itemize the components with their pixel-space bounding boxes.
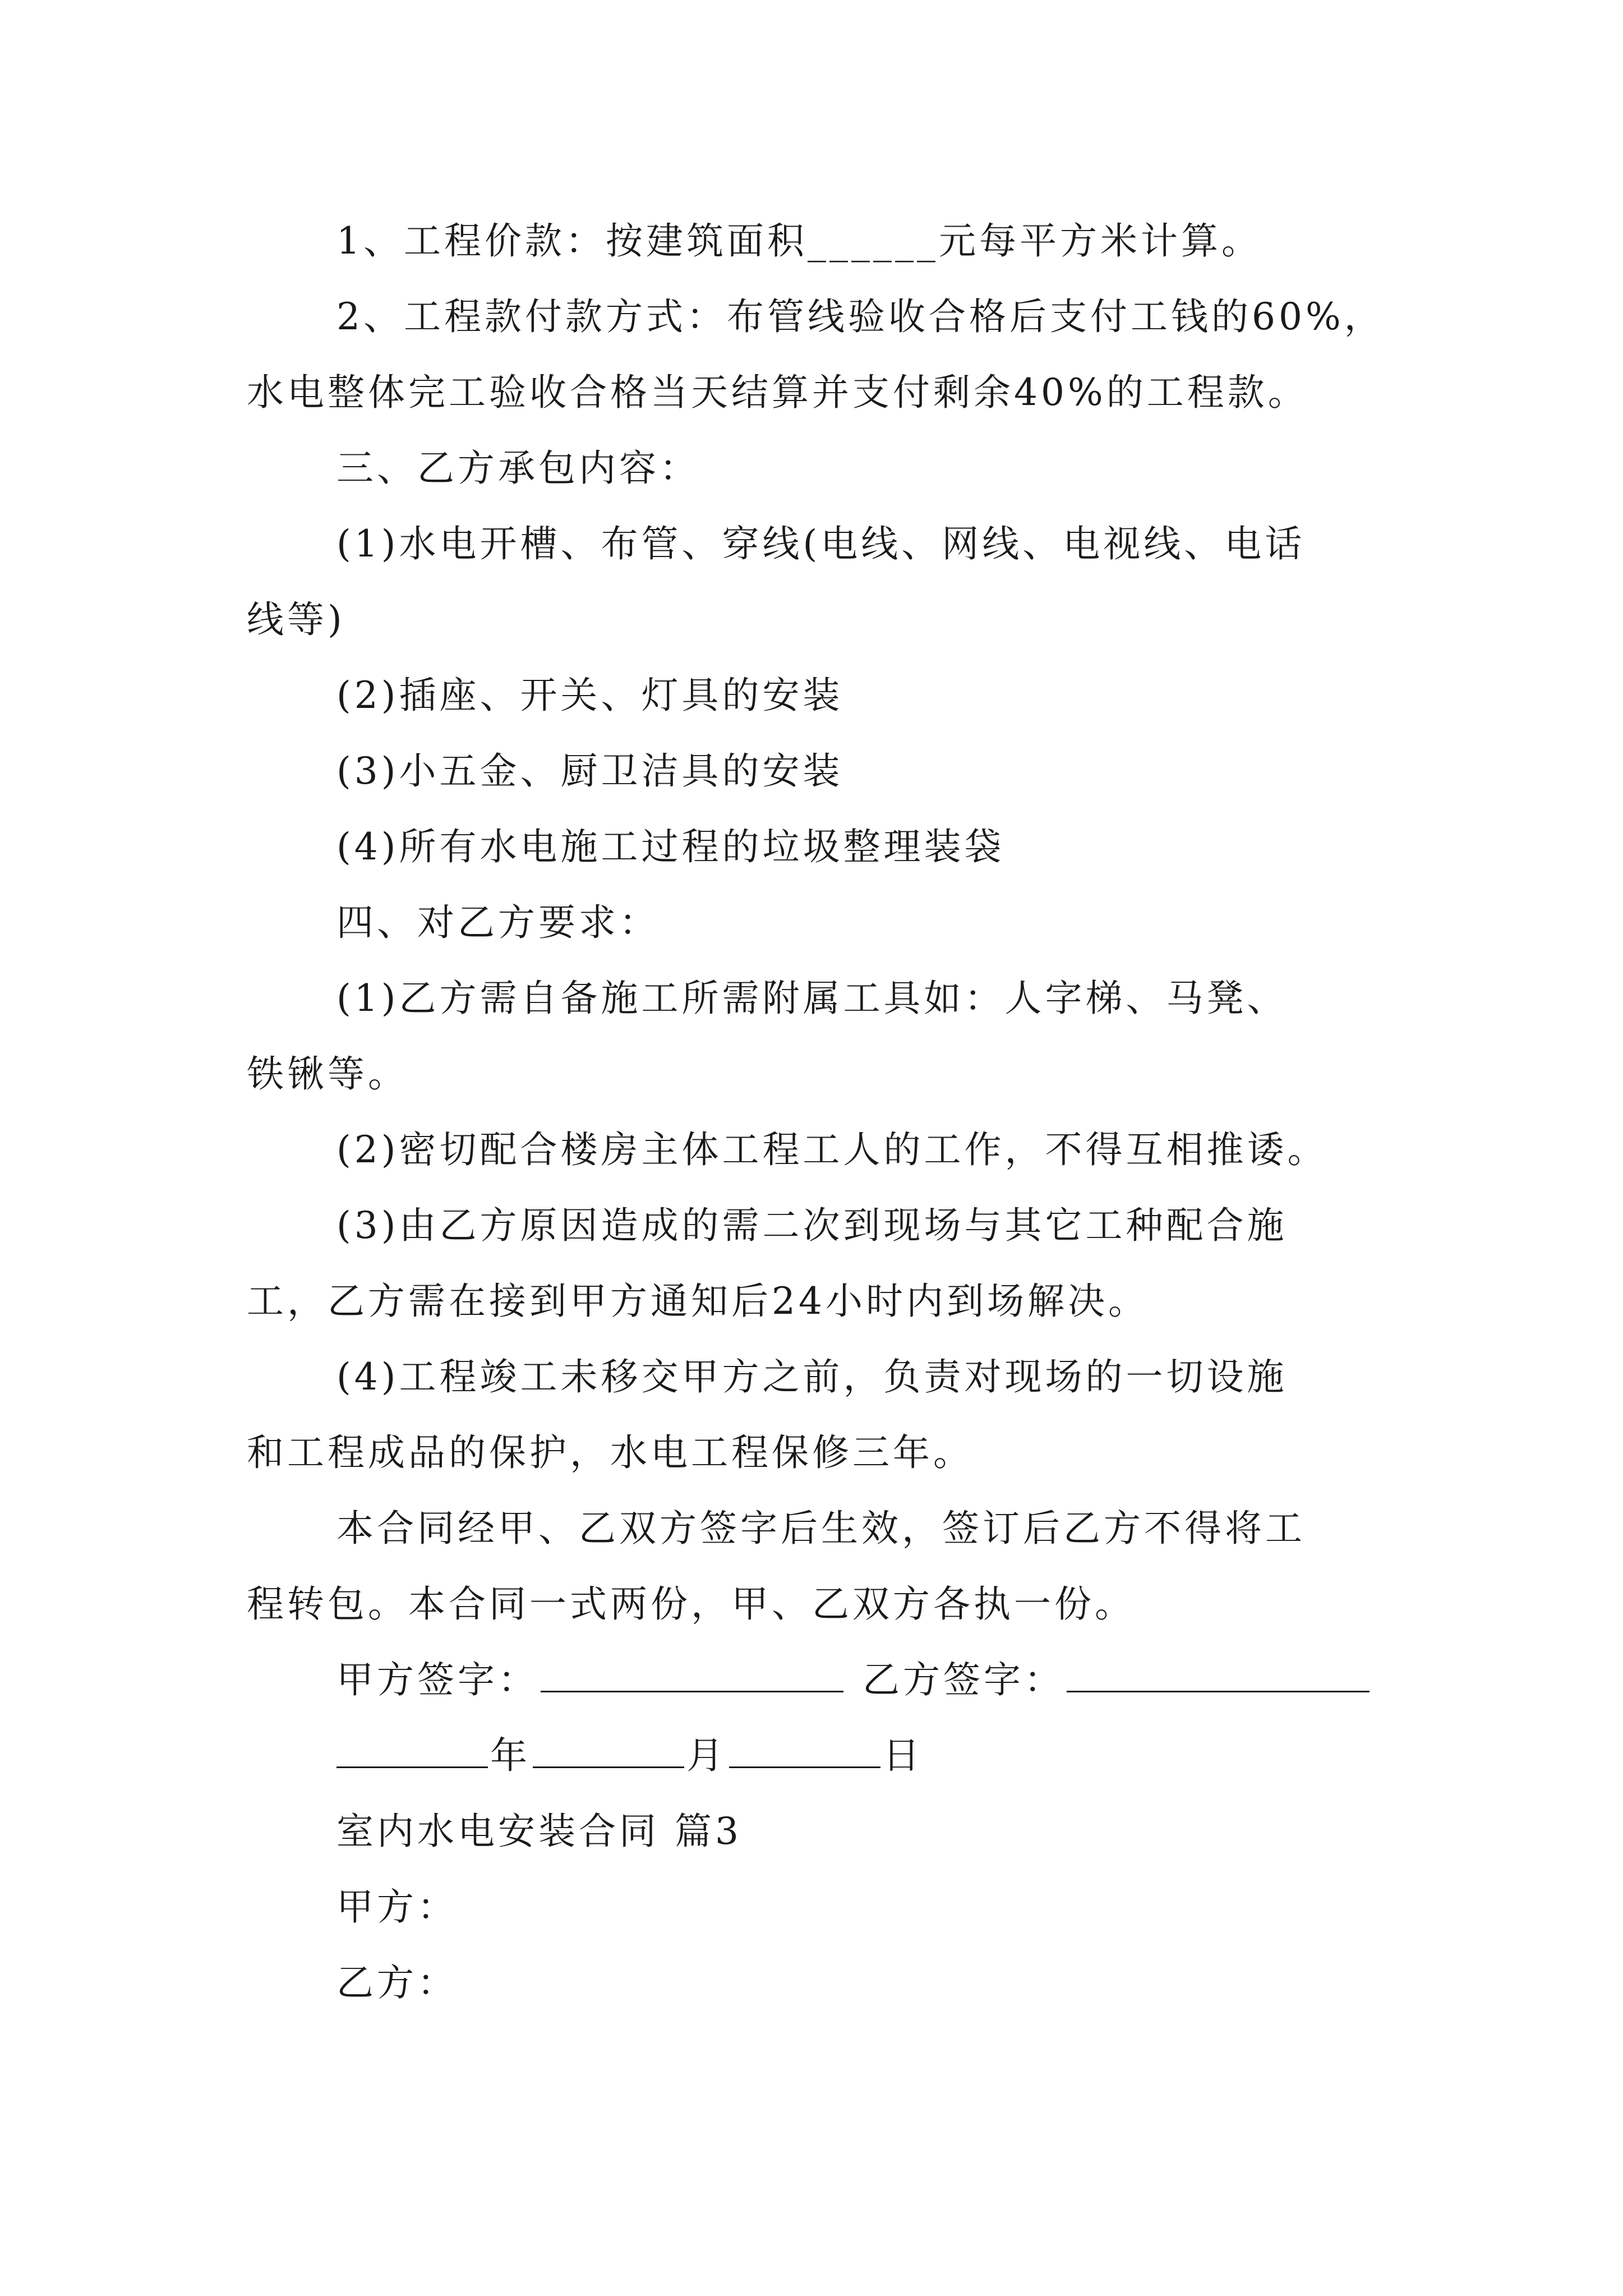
month-label: 月: [686, 1734, 727, 1777]
month-blank: [533, 1734, 684, 1768]
day-blank: [729, 1734, 880, 1768]
requirement-1: (1)乙方需自备施工所需附属工具如：人字梯、马凳、: [336, 977, 1288, 1020]
effectiveness-clause: 本合同经甲、乙双方签字后生效，签订后乙方不得将工: [336, 1507, 1306, 1550]
section-heading-requirements: 四、对乙方要求：: [336, 901, 660, 944]
party-b-signature-label: 乙方签字：: [863, 1658, 1064, 1701]
requirement-4: (4)工程竣工未移交甲方之前，负责对现场的一切设施: [336, 1355, 1288, 1398]
effectiveness-clause-cont: 程转包。本合同一式两份，甲、乙双方各执一份。: [247, 1582, 1135, 1626]
payment-clause: 2、工程款付款方式：布管线验收合格后支付工钱的60%，: [336, 295, 1385, 338]
year-label: 年: [490, 1734, 531, 1777]
requirement-1-cont: 铁锹等。: [247, 1052, 408, 1096]
party-a-signature-blank: [541, 1658, 843, 1692]
year-blank: [336, 1734, 488, 1768]
signature-row: [336, 1658, 1514, 1703]
next-section-title: 室内水电安装合同 篇3: [336, 1810, 742, 1853]
day-label: 日: [883, 1734, 923, 1777]
requirement-4-cont: 和工程成品的保护，水电工程保修三年。: [247, 1431, 974, 1474]
requirement-2: (2)密切配合楼房主体工程工人的工作，不得互相推诿。: [336, 1128, 1328, 1171]
next-section-party-a: 甲方：: [336, 1885, 458, 1929]
party-a-signature-label: 甲方签字：: [336, 1658, 538, 1701]
payment-clause-cont: 水电整体完工验收合格当天结算并支付剩余40%的工程款。: [247, 371, 1308, 414]
section-heading-scope: 三、乙方承包内容：: [336, 447, 700, 490]
scope-item-4: (4)所有水电施工过程的垃圾整理装袋: [336, 825, 1005, 868]
scope-item-2: (2)插座、开关、灯具的安装: [336, 674, 843, 717]
party-b-signature-blank: [1067, 1658, 1370, 1692]
price-clause: 1、工程价款：按建筑面积______元每平方米计算。: [336, 219, 1262, 263]
date-row: [336, 1733, 1514, 1778]
scope-item-1-cont: 线等): [247, 598, 345, 641]
requirement-3: (3)由乙方原因造成的需二次到现场与其它工种配合施: [336, 1204, 1288, 1247]
requirement-3-cont: 工，乙方需在接到甲方通知后24小时内到场解决。: [247, 1280, 1149, 1323]
scope-item-3: (3)小五金、厨卫洁具的安装: [336, 749, 843, 793]
next-section-party-b: 乙方：: [336, 1961, 458, 2004]
scope-item-1: (1)水电开槽、布管、穿线(电线、网线、电视线、电话: [336, 522, 1306, 565]
